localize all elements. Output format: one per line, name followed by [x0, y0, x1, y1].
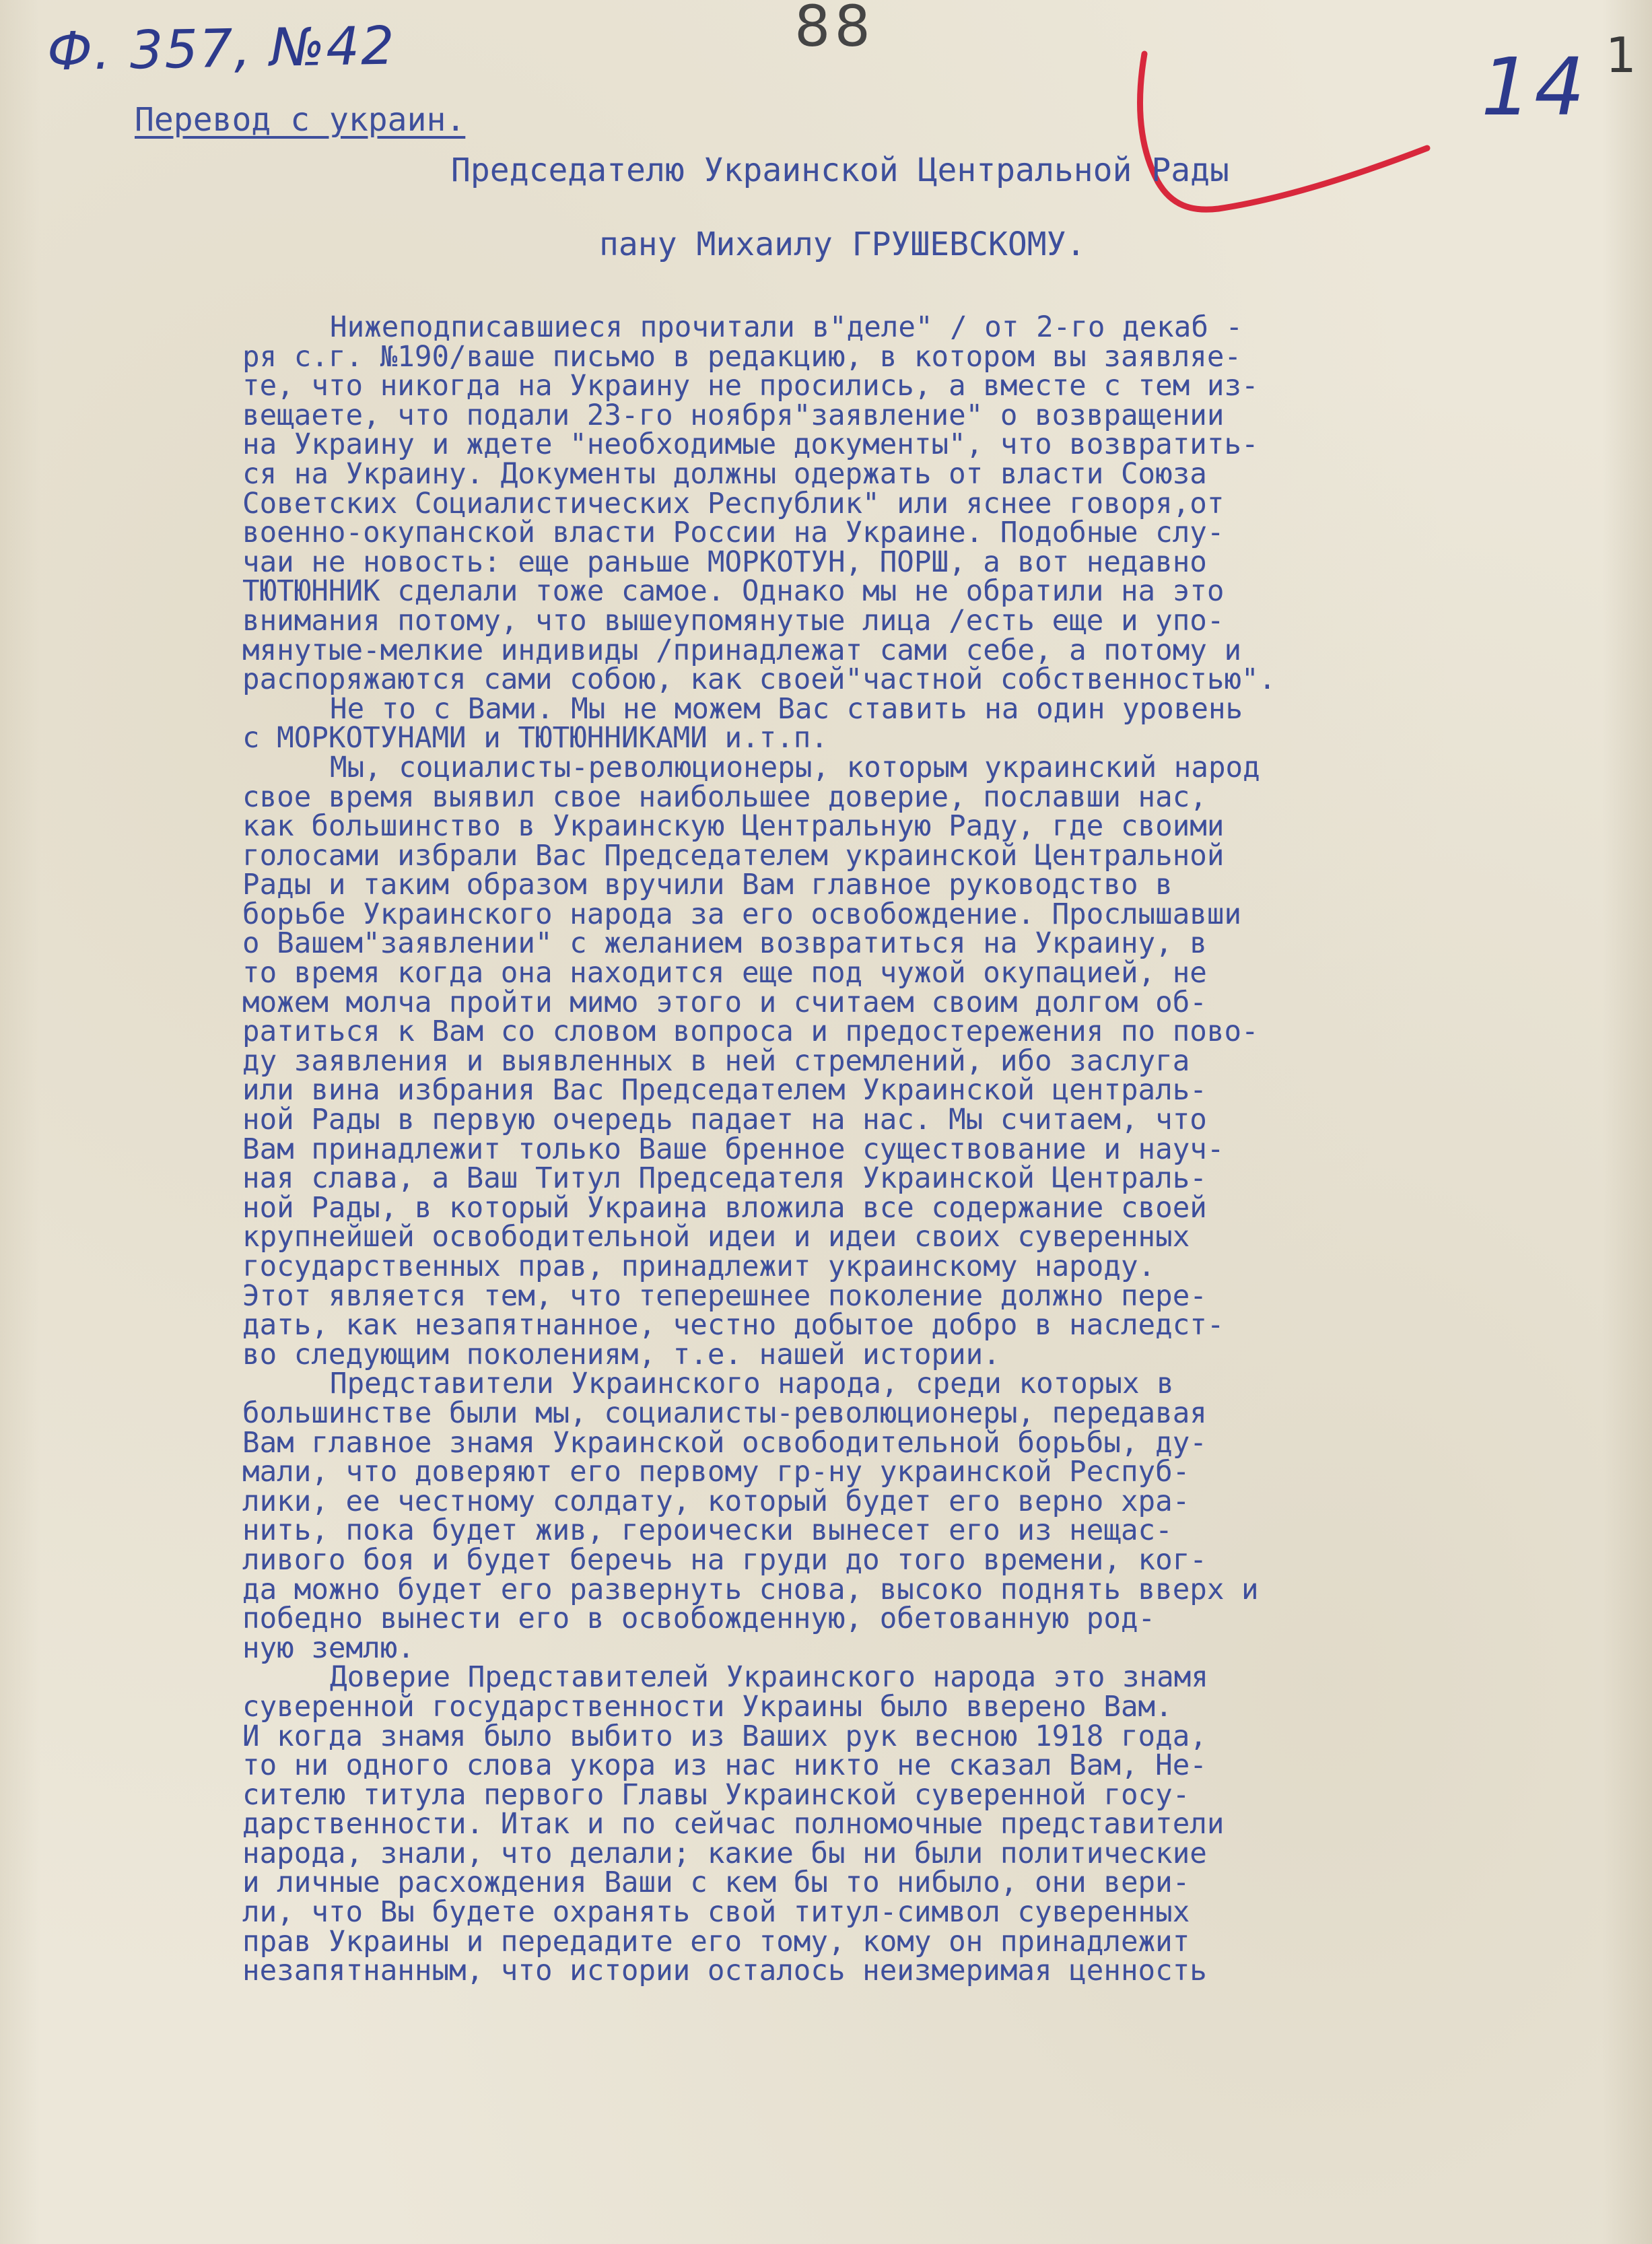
letter-body-line: как большинство в Украинскую Центральную Раду, где своими	[242, 810, 1225, 844]
letter-body-line: можем молча пройти мимо этого и считаем своим долгом об-	[242, 986, 1207, 1019]
addressee-title: Председателю Украинской Центральной Рады	[451, 151, 1229, 189]
letter-body-line: Вам принадлежит только Ваше бренное существование и науч-	[242, 1132, 1225, 1166]
letter-body-line: о Вашем"заявлении" с желанием возвратиться на Украину, в	[242, 927, 1207, 961]
letter-body-line: или вина избрания Вас Председателем Украинской централь-	[242, 1074, 1207, 1108]
letter-body-line: победно вынести его в освобожденную, обетованную род-	[242, 1602, 1156, 1636]
letter-body-line: Рады и таким образом вручили Вам главное руководство в	[242, 869, 1173, 902]
red-pencil-mark	[1117, 47, 1441, 222]
letter-body-line: то время когда она находится еще под чужой окупацией, не	[242, 957, 1207, 990]
letter-body-line: лики, ее честному солдату, который будет его верно хра-	[242, 1485, 1190, 1518]
letter-body-line: государственных прав, принадлежит украинскому народу.	[242, 1250, 1156, 1283]
letter-body-line: дарственности. Итак и по сейчас полномочные представители	[242, 1808, 1225, 1841]
letter-body-line: внимания потому, что вышеупомянутые лица /есть еще и упо-	[242, 604, 1225, 638]
letter-body	[242, 313, 1609, 1986]
letter-body-line: во следующим поколениям, т.е. нашей истории.	[242, 1338, 1000, 1371]
letter-body-line: с МОРКОТУНАМИ и ТЮТЮННИКАМИ и.т.п.	[242, 722, 828, 755]
letter-body-line: ной Рады в первую очередь падает на нас. Мы считаем, что	[242, 1103, 1207, 1137]
letter-body-line: да можно будет его развернуть снова, высоко поднять вверх и	[242, 1573, 1259, 1606]
archive-reference: Ф. 357, №42	[46, 15, 397, 83]
letter-body-line: борьбе Украинского народа за его освобождение. Прослышавши	[242, 897, 1242, 931]
letter-body-line: голосами избрали Вас Председателем украинской Центральной	[242, 839, 1225, 873]
letter-body-line: прав Украины и передадите его тому, кому он принадлежит	[242, 1925, 1190, 1959]
letter-body-line: мянутые-мелкие индивиды /принадлежат сами себе, а потому и	[242, 634, 1242, 667]
letter-body-line: Нижеподписавшиеся прочитали в"деле" / от 2-го декаб -	[330, 311, 1243, 344]
letter-body-line: и личные расхождения Ваши с кем бы то нибыло, они вери-	[242, 1866, 1190, 1900]
letter-body-line: народа, знали, что делали; какие бы ни были политические	[242, 1837, 1207, 1870]
letter-body-line: ли, что Вы будете охранять свой титул-символ суверенных	[242, 1896, 1190, 1930]
letter-body-line: незапятнанным, что истории осталось неизмеримая ценность	[242, 1954, 1207, 1988]
letter-body-line: Не то с Вами. Мы не можем Вас ставить на один уровень	[330, 692, 1243, 726]
archive-corner-number: 1	[1606, 27, 1637, 83]
letter-body-line: ратиться к Вам со словом вопроса и предостережения по пово-	[242, 1015, 1259, 1049]
letter-body-line: И когда знамя было выбито из Ваших рук весною 1918 года,	[242, 1720, 1207, 1753]
letter-body-line: большинстве были мы, социалисты-революционеры, передавая	[242, 1396, 1207, 1430]
letter-body-line: ную землю.	[242, 1631, 415, 1665]
letter-body-line: мали, что доверяют его первому гр-ну украинской Респуб-	[242, 1456, 1190, 1489]
archive-page-number: 14	[1481, 40, 1588, 133]
archive-sheet-number: 88	[794, 0, 874, 59]
letter-body-line: Этот является тем, что теперешнее поколение должно пере-	[242, 1279, 1207, 1313]
addressee-name: пану Михаилу ГРУШЕВСКОМУ.	[599, 226, 1086, 263]
letter-body-line: Мы, социалисты-революционеры, которым украинский народ	[330, 751, 1260, 784]
letter-body-line: сителю титула первого Главы Украинской суверенной госу-	[242, 1778, 1190, 1812]
letter-body-line: ря с.г. №190/ваше письмо в редакцию, в котором вы заявляе-	[242, 340, 1242, 374]
letter-body-line: дать, как незапятнанное, честно добытое добро в наследст-	[242, 1309, 1225, 1342]
letter-body-line: распоряжаются сами собою, как своей"частной собственностью".	[242, 663, 1276, 697]
letter-body-line: ливого боя и будет беречь на груди до того времени, ког-	[242, 1543, 1207, 1577]
translation-note: Перевод с украин.	[135, 101, 466, 139]
letter-body-line: Вам главное знамя Украинской освободительной борьбы, ду-	[242, 1426, 1207, 1460]
letter-body-line: ТЮТЮННИК сделали тоже самое. Однако мы не обратили на это	[242, 575, 1225, 609]
letter-body-line: то ни одного слова укора из нас никто не сказал Вам, Не-	[242, 1749, 1207, 1783]
letter-body-line: вещаете, что подали 23-го ноября"заявление" о возвращении	[242, 399, 1225, 432]
letter-body-line: ной Рады, в который Украина вложила все содержание своей	[242, 1191, 1207, 1225]
letter-body-line: крупнейшей освободительной идеи и идеи своих суверенных	[242, 1221, 1190, 1254]
letter-body-line: те, что никогда на Украину не просились, а вместе с тем из-	[242, 370, 1259, 403]
letter-body-line: свое время выявил свое наибольшее доверие, пославши нас,	[242, 780, 1207, 814]
letter-body-line: военно-окупанской власти России на Украине. Подобные слу-	[242, 516, 1225, 550]
letter-body-line: на Украину и ждете "необходимые документы", что возвратить-	[242, 428, 1259, 462]
letter-body-line: Советских Социалистических Республик" или яснее говоря,от	[242, 487, 1225, 520]
letter-body-line: чаи не новость: еще раньше МОРКОТУН, ПОРШ, а вот недавно	[242, 545, 1207, 579]
letter-body-line: ная слава, а Ваш Титул Председателя Украинской Централь-	[242, 1162, 1207, 1196]
letter-body-line: нить, пока будет жив, героически вынесет его из нещас-	[242, 1514, 1173, 1548]
letter-body-line: ду заявления и выявленных в ней стремлений, ибо заслуга	[242, 1044, 1190, 1078]
letter-body-line: Представители Украинского народа, среди которых в	[330, 1367, 1174, 1401]
letter-body-line: Доверие Представителей Украинского народа это знамя	[330, 1661, 1208, 1695]
letter-body-line: суверенной государственности Украины было вверено Вам.	[242, 1690, 1173, 1724]
letter-body-line: ся на Украину. Документы должны одержать от власти Союза	[242, 457, 1207, 491]
